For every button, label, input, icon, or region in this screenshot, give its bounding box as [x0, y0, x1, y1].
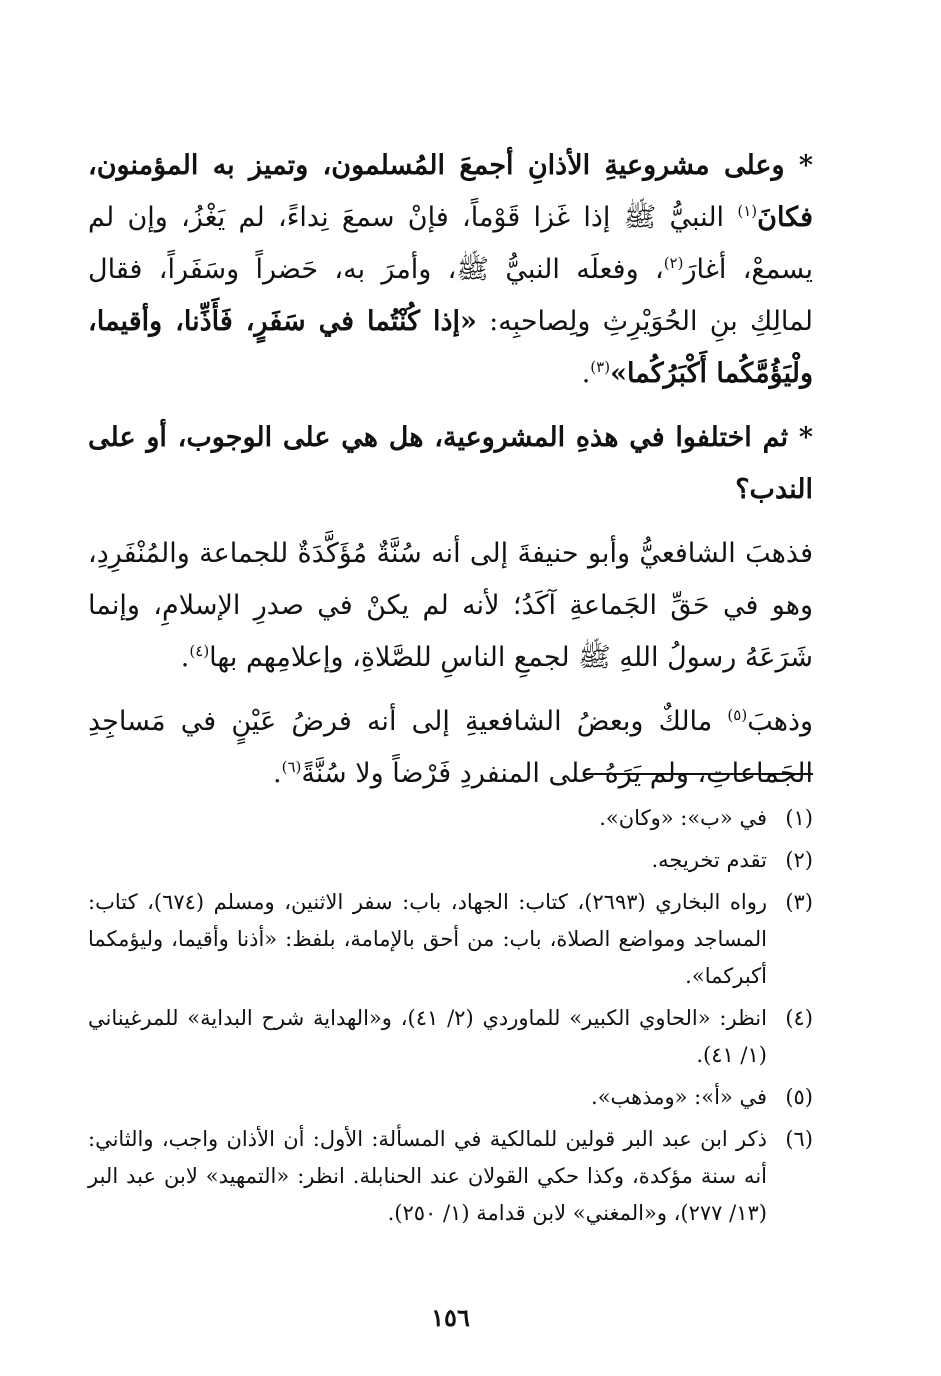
bold-text-run: * ثم اختلفوا في هذهِ المشروعية، هل هي على الوجوب، أو على الندب؟	[88, 422, 813, 505]
footnote-number: (١)	[785, 806, 813, 830]
text-run: النبيُّ ﷺ إذا غَزا قَوْماً، فإنْ سمعَ نِداءً، لم يَغْزُ، وإن لم يسمعْ، أغارَ	[88, 202, 813, 285]
paragraph-maliki-view	[88, 696, 813, 800]
footnote-marker[interactable]: (٣)	[590, 358, 611, 376]
footnote-number: (٦)	[785, 1127, 813, 1151]
footnote-marker[interactable]: (١)	[737, 202, 758, 220]
text-run: مالكٌ وبعضُ الشافعيةِ إلى أنه فرضُ عَيْنٍ في مَساجِدِ الجَماعاتِ، ولم يَرَهُ على المنفردِ فَرْضاً ولا سُنَّةً	[88, 706, 813, 789]
footnote-number: (٣)	[785, 890, 813, 914]
footnote-marker[interactable]: (٤)	[189, 642, 210, 660]
text-run: .	[273, 758, 282, 789]
footnote-separator	[585, 773, 813, 775]
footnotes-list	[88, 800, 813, 1237]
footnote-number: (٢)	[785, 848, 813, 872]
footnote-marker[interactable]: (٦)	[281, 758, 302, 776]
main-text	[88, 140, 813, 812]
page-number: ١٥٦	[431, 1303, 470, 1332]
footnote	[88, 1121, 813, 1232]
text-run: .	[180, 642, 190, 673]
footnote-text: رواه البخاري (٢٦٩٣)، كتاب: الجهاد، باب: سفر الاثنين، ومسلم (٦٧٤)، كتاب: المساجد ومواضع الصلاة، باب: من أحق بالإمامة، بلفظ: «أذنا وأقيما، وليؤمكما أكبركما».	[88, 890, 767, 988]
footnote-text: في «أ»: «ومذهب».	[591, 1085, 767, 1109]
text-run: ، وفعلَه النبيُّ ﷺ، وأمرَ به، حَضراً وسَفَراً، فقال لمالِكِ بنِ الحُوَيْرِثِ ولِصاحبِه:	[88, 254, 813, 337]
footnote-text: انظر: «الحاوي الكبير» للماوردي (٢/ ٤١)، و«الهداية شرح البداية» للمرغيناني (١/ ٤١).	[88, 1006, 767, 1067]
paragraph-disagreement-question	[88, 412, 813, 516]
bold-text-run: * وعلى مشروعيةِ الأذانِ أجمعَ المُسلمون، وتميز به المؤمنون، فكانَ	[88, 150, 813, 233]
text-run: فذهبَ الشافعيُّ وأبو حنيفةَ إلى أنه سُنَّةٌ مُؤَكَّدَةٌ للجماعة والمُنْفَرِدِ، وهو في حَقِّ الجَماعةِ آكَدُ؛ لأنه لم يكنْ في صدرِ الإسلامِ، وإنما شَرَعَهُ رسولُ اللهِ ﷺ لجمعِ الناسِ للصَّلاةِ، وإعلامِهم بها	[88, 538, 813, 673]
footnote	[88, 884, 813, 995]
footnote-number: (٥)	[785, 1085, 813, 1109]
text-run: .	[581, 358, 591, 389]
footnote-marker[interactable]: (٢)	[663, 254, 684, 272]
footnote-text: ذكر ابن عبد البر قولين للمالكية في المسألة: الأول: أن الأذان واجب، والثاني: أنه سنة مؤكدة، وكذا حكي القولان عند الحنابلة. انظر: «التمهيد» لابن عبد البر (١٣/ ٢٧٧)، و«المغني» لابن قدامة (١/ ٢٥٠).	[88, 1127, 767, 1225]
footnote	[88, 800, 813, 837]
bold-text-run: «إذا كُنْتُما في سَفَرٍ، فَأَذِّنا، وأقيما، ولْيَؤُمَّكُما أَكْبَرُكُما»	[88, 306, 813, 389]
footnote	[88, 842, 813, 879]
footnote-number: (٤)	[785, 1006, 813, 1030]
book-page	[88, 0, 813, 1376]
paragraph-shafii-hanafi-view	[88, 528, 813, 684]
footnote	[88, 1000, 813, 1074]
footnote	[88, 1079, 813, 1116]
text-run: وذهبَ	[747, 706, 813, 737]
paragraph-adhan-legitimacy	[88, 140, 813, 400]
footnote-text: تقدم تخريجه.	[651, 848, 767, 872]
footnote-text: في «ب»: «وكان».	[599, 806, 767, 830]
footnote-marker[interactable]: (٥)	[727, 706, 748, 724]
